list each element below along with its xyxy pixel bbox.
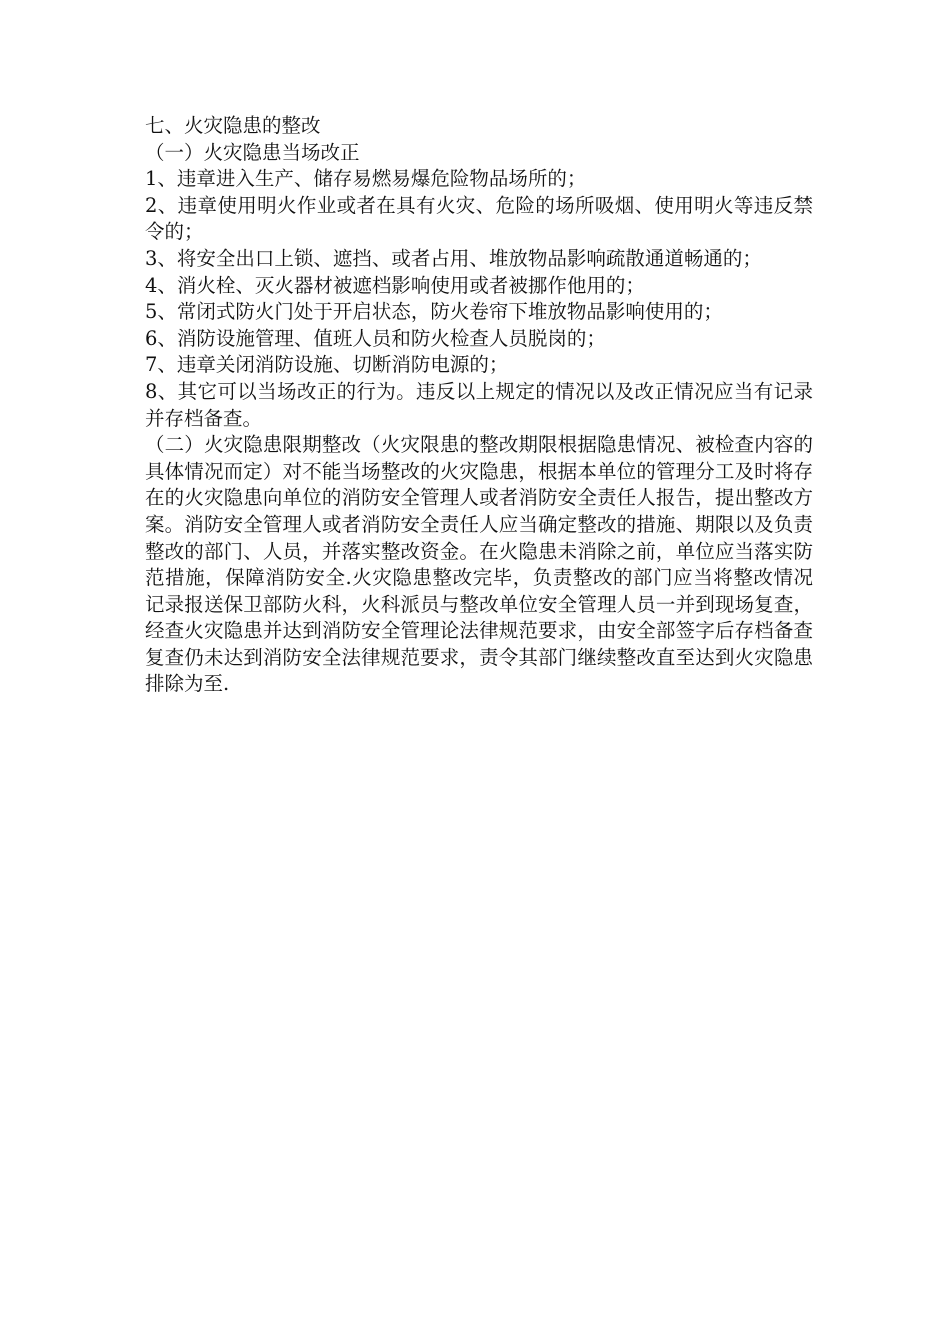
deadline-rectification-paragraph: （二）火灾隐患限期整改（火灾限患的整改期限根据隐患情况、被检查内容的具体情况而定）对不能当场整改的火灾隐患，根据本单位的管理分工及时将存在的火灾隐患向单位的消防安全管理人或者消防安全责任人报告，提出整改方案。消防安全管理人或者消防安全责任人应当确定整改的措施、期限以及负责整改的部门、人员，并落实整改资金。在火隐患未消除之前，单位应当落实防范措施，保障消防安全.火灾隐患整改完毕，负责整改的部门应当将整改情况记录报送保卫部防火科，火科派员与整改单位安全管理人员一并到现场复查，经查火灾隐患并达到消防安全管理论法律规范要求，由安全部签字后存档备查复查仍未达到消防安全法律规范要求，责令其部门继续整改直至达到火灾隐患排除为至. [145,433,813,696]
document-body [145,113,813,698]
list-item-3: 3、将安全出口上锁、遮挡、或者占用、堆放物品影响疏散通道畅通的； [145,246,762,270]
list-item-6: 6、消防设施管理、值班人员和防火检查人员脱岗的； [145,326,606,350]
section-heading: 七、火灾隐患的整改 [145,114,321,137]
list-item-1: 1、违章进入生产、储存易燃易爆危险物品场所的； [145,167,587,191]
subsection-heading-immediate: （一）火灾隐患当场改正 [145,140,360,164]
list-item-5: 5、常闭式防火门处于开启状态，防火卷帘下堆放物品影响使用的； [145,300,723,324]
list-item-2: 2、违章使用明火作业或者在具有火灾、危险的场所吸烟、使用明火等违反禁令的； [145,193,813,244]
list-item-7: 7、违章关闭消防设施、切断消防电源的； [145,353,509,377]
list-item-4: 4、消火栓、灭火器材被遮档影响使用或者被挪作他用的； [145,273,645,297]
list-item-8: 8、其它可以当场改正的行为。违反以上规定的情况以及改正情况应当有记录并存档备查。 [145,379,813,430]
